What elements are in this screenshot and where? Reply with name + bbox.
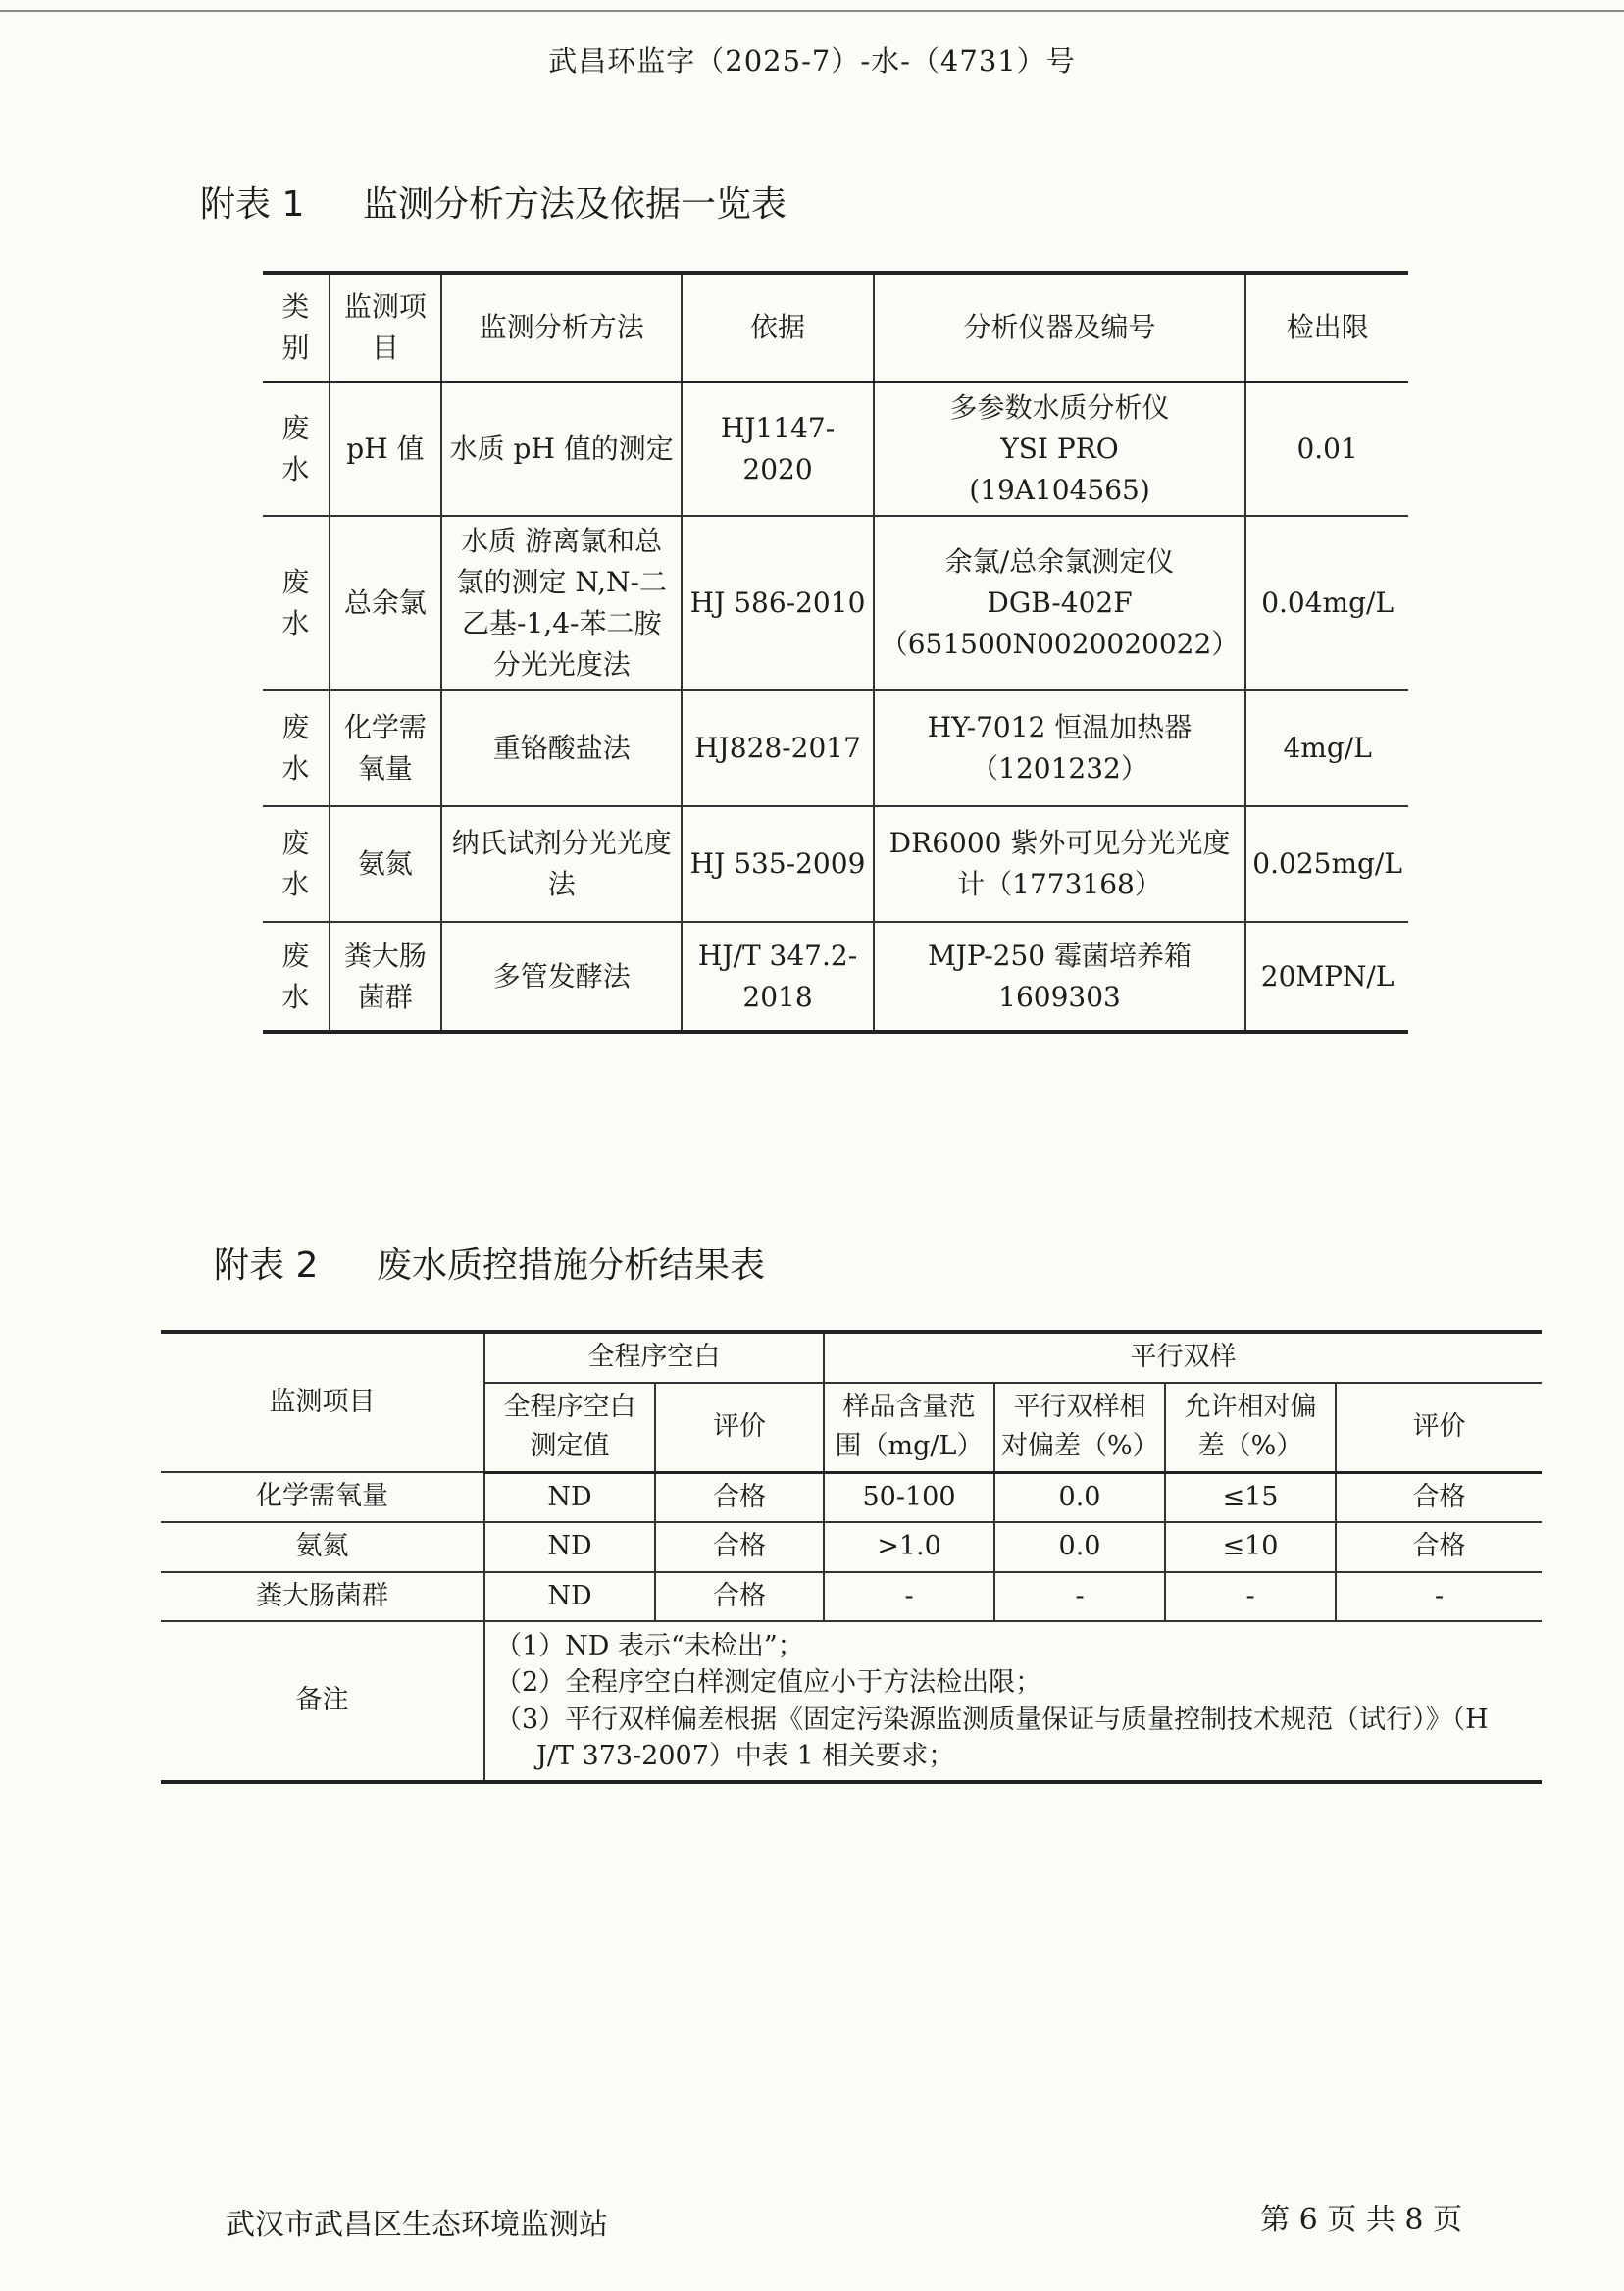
cell-limit: 0.025mg/L [1245, 806, 1408, 922]
cell-limit: 20MPN/L [1245, 922, 1408, 1032]
col-header-deviation: 平行双样相对偏差（%） [994, 1383, 1165, 1473]
instrument-line: 余氯/总余氯测定仪 [944, 545, 1175, 578]
col-header-blank-group: 全程序空白 [484, 1332, 824, 1383]
cell-parallel-eval: 合格 [1336, 1522, 1542, 1572]
table-row [161, 1472, 1542, 1522]
cell-basis: HJ828-2017 [682, 690, 873, 806]
cell-deviation: 0.0 [994, 1472, 1165, 1522]
cell-limit: 4mg/L [1245, 690, 1408, 806]
cell-blank-value: ND [484, 1572, 655, 1622]
col-header-instrument: 分析仪器及编号 [874, 273, 1246, 382]
document-number: 武昌环监字（2025-7）-水-（4731）号 [548, 44, 1076, 77]
cell-range: >1.0 [824, 1522, 994, 1572]
cell-blank-eval: 合格 [655, 1572, 824, 1622]
instrument-line: DGB-402F [987, 586, 1133, 619]
cell-item: 化学需氧量 [161, 1472, 484, 1522]
cell-deviation: - [994, 1572, 1165, 1622]
col-header-limit: 检出限 [1245, 273, 1408, 382]
cell-blank-eval: 合格 [655, 1522, 824, 1572]
col-header-allowed: 允许相对偏差（%） [1165, 1383, 1336, 1473]
cell-instrument [874, 382, 1246, 517]
top-rule [0, 10, 1624, 12]
cell-limit: 0.04mg/L [1245, 516, 1408, 690]
table1-label: 附表 1 [200, 184, 305, 225]
col-header-item: 监测项目 [330, 273, 442, 382]
cell-range: 50-100 [824, 1472, 994, 1522]
cell-parallel-eval: 合格 [1336, 1472, 1542, 1522]
col-header-range: 样品含量范围（mg/L） [824, 1383, 994, 1473]
footer-organization: 武汉市武昌区生态环境监测站 [226, 2208, 608, 2242]
cell-limit: 0.01 [1245, 382, 1408, 517]
cell-allowed: ≤15 [1165, 1472, 1336, 1522]
cell-instrument [874, 806, 1246, 922]
cell-method: 水质 游离氯和总氯的测定 N,N-二乙基-1,4-苯二胺分光光度法 [441, 516, 682, 690]
cell-blank-eval: 合格 [655, 1472, 824, 1522]
cell-deviation: 0.0 [994, 1522, 1165, 1572]
table-row [263, 922, 1408, 1032]
instrument-line: (19A104565) [969, 474, 1150, 506]
col-header-basis: 依据 [682, 273, 873, 382]
cell-method: 多管发酵法 [441, 922, 682, 1032]
col-header-parallel-group: 平行双样 [824, 1332, 1542, 1383]
col-header-item: 监测项目 [161, 1332, 484, 1472]
cell-item: 氨氮 [161, 1522, 484, 1572]
table1-heading [200, 177, 787, 227]
cell-basis: HJ 586-2010 [682, 516, 873, 690]
table-header-row [263, 273, 1408, 382]
table1-title: 监测分析方法及依据一览表 [363, 184, 787, 225]
table-row [263, 806, 1408, 922]
cell-allowed: ≤10 [1165, 1522, 1336, 1572]
col-header-method: 监测分析方法 [441, 273, 682, 382]
cell-category: 废水 [263, 690, 330, 806]
col-header-blank-value: 全程序空白测定值 [484, 1383, 655, 1473]
cell-blank-value: ND [484, 1522, 655, 1572]
cell-category: 废水 [263, 806, 330, 922]
notes-cell [484, 1621, 1542, 1782]
table-row [161, 1522, 1542, 1572]
cell-basis: HJ1147-2020 [682, 382, 873, 517]
instrument-line: MJP-250 霉菌培养箱 [928, 939, 1193, 972]
instrument-line: 1609303 [998, 980, 1121, 1013]
note-line: （3）平行双样偏差根据《固定污染源监测质量保证与质量控制技术规范（试行）》（H [495, 1704, 1489, 1735]
cell-instrument [874, 922, 1246, 1032]
cell-instrument [874, 516, 1246, 690]
table-row [263, 516, 1408, 690]
notes-row [161, 1621, 1542, 1782]
cell-basis: HJ 535-2009 [682, 806, 873, 922]
instrument-line: （1201232） [971, 752, 1148, 785]
cell-category: 废水 [263, 922, 330, 1032]
note-line: （1）ND 表示“未检出”； [495, 1631, 804, 1661]
cell-category: 废水 [263, 382, 330, 517]
cell-item: 化学需氧量 [330, 690, 442, 806]
note-line: J/T 373-2007）中表 1 相关要求； [536, 1740, 955, 1771]
qc-table [161, 1330, 1542, 1784]
cell-item: 氨氮 [330, 806, 442, 922]
table-row [263, 382, 1408, 517]
instrument-line: HY-7012 恒温加热器 [927, 711, 1193, 743]
cell-method: 重铬酸盐法 [441, 690, 682, 806]
note-line: （2）全程序空白样测定值应小于方法检出限； [495, 1667, 1042, 1699]
table-row [161, 1572, 1542, 1622]
table-header-row [161, 1332, 1542, 1383]
cell-method: 纳氏试剂分光光度法 [441, 806, 682, 922]
table2-heading [214, 1238, 765, 1288]
cell-item: 粪大肠菌群 [330, 922, 442, 1032]
instrument-line: 多参数水质分析仪 [949, 391, 1170, 424]
cell-method: 水质 pH 值的测定 [441, 382, 682, 517]
cell-item: 总余氯 [330, 516, 442, 690]
method-table [263, 271, 1408, 1034]
instrument-line: （651500N0020020022） [880, 628, 1240, 660]
notes-label: 备注 [161, 1621, 484, 1782]
col-header-category: 类别 [263, 273, 330, 382]
table2-title: 废水质控措施分析结果表 [377, 1246, 766, 1286]
cell-item: pH 值 [330, 382, 442, 517]
cell-instrument [874, 690, 1246, 806]
cell-blank-value: ND [484, 1472, 655, 1522]
cell-allowed: - [1165, 1572, 1336, 1622]
table-row [263, 690, 1408, 806]
col-header-parallel-eval: 评价 [1336, 1383, 1542, 1473]
instrument-line: DR6000 紫外可见分光光度计（1773168） [888, 827, 1231, 900]
cell-range: - [824, 1572, 994, 1622]
cell-basis: HJ/T 347.2-2018 [682, 922, 873, 1032]
cell-category: 废水 [263, 516, 330, 690]
cell-item: 粪大肠菌群 [161, 1572, 484, 1622]
cell-parallel-eval: - [1336, 1572, 1542, 1622]
instrument-line: YSI PRO [1000, 433, 1119, 465]
footer-page-info: 第 6 页 共 8 页 [1260, 2203, 1462, 2237]
col-header-blank-eval: 评价 [655, 1383, 824, 1473]
table2-label: 附表 2 [214, 1246, 319, 1286]
